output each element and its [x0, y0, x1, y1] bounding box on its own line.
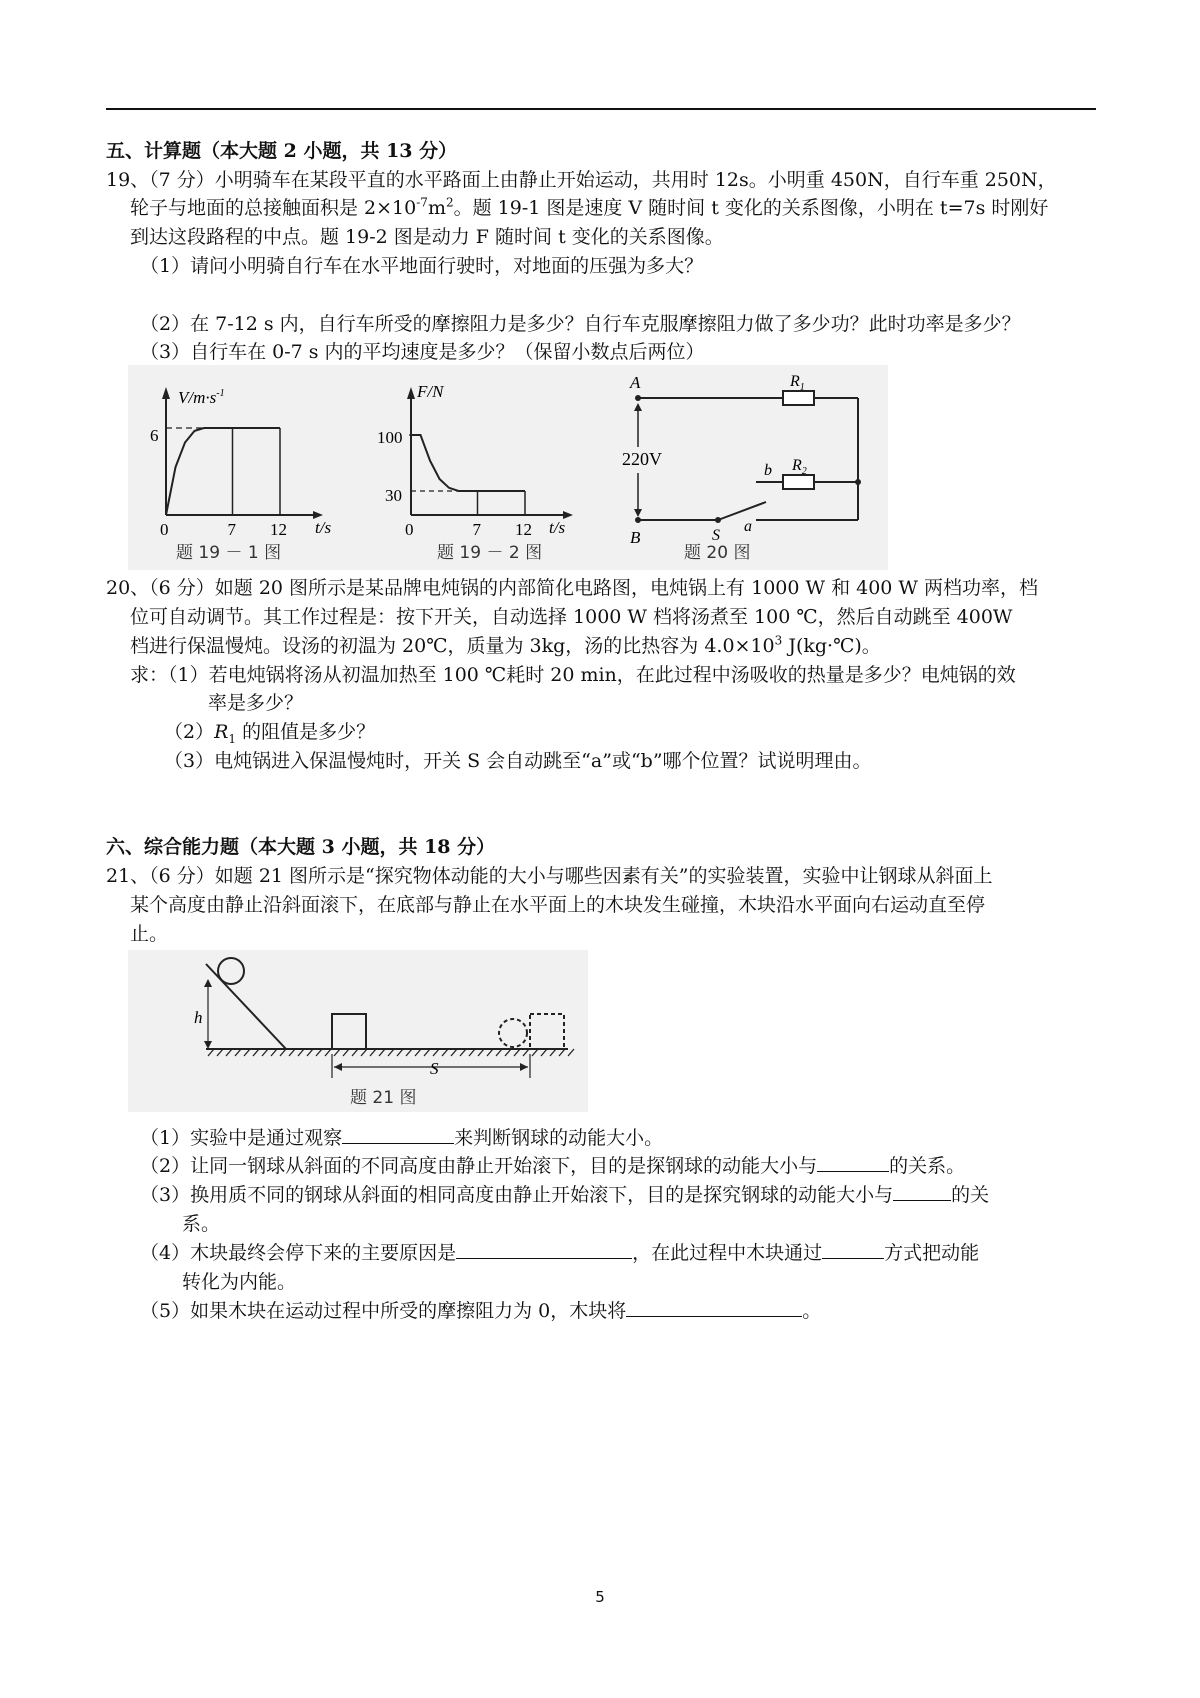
figure-21 — [128, 950, 588, 1112]
q21-sub-1: （1）实验中是通过观察 来判断钢球的动能大小。 — [140, 1127, 664, 1149]
fig19-1-xtick-12: 12 — [270, 520, 287, 539]
header-rule — [106, 108, 1096, 110]
fig19-1-xtick-7: 7 — [227, 520, 236, 539]
fig21-hatch-mark — [433, 1049, 439, 1056]
q21-sub-5: （5）如果木块在运动过程中所受的摩擦阻力为 0，木块将 。 — [140, 1300, 822, 1322]
fig19-2-xtick-0: 0 — [405, 520, 414, 539]
fig21-hatch-mark — [451, 1049, 457, 1056]
fig21-ball — [218, 958, 244, 984]
q21-line-3: 止。 — [130, 923, 169, 945]
fig20-label-contact-b: b — [764, 462, 772, 479]
answer-blank-4[interactable] — [456, 1240, 632, 1259]
fig21-hatch-mark — [352, 1049, 358, 1056]
figure-19-1 — [128, 365, 398, 570]
fig20-label-r2: $R_2$ — [792, 457, 807, 477]
q20-sub-1-cont: 率是多少？ — [208, 692, 304, 714]
fig21-hatch-mark — [334, 1049, 340, 1056]
fig20-label-switch: S — [712, 527, 720, 544]
fig21-hatch-mark — [487, 1049, 493, 1056]
fig21-caption: 题 21 图 — [350, 1088, 417, 1108]
fig21-hatch-mark — [541, 1049, 547, 1056]
fig19-2-xtick-7: 7 — [472, 520, 481, 539]
q21-sub-2: （2）让同一钢球从斜面的不同高度由静止开始滚下，目的是探钢球的动能大小与 的关系。 — [140, 1155, 966, 1177]
fig20-caption: 题 20 图 — [684, 543, 751, 563]
section-heading-6: 六、综合能力题（本大题 3 小题，共 18 分） — [106, 836, 496, 858]
fig21-hatch-mark — [568, 1049, 574, 1056]
q19-line-1: 19、（7 分）小明骑车在某段平直的水平路面上由静止开始运动，共用时 12s。小明重 450N，自行车重 250N， — [106, 169, 1057, 191]
q19-sub-1: （1）请问小明骑自行车在水平地面行驶时，对地面的压强为多大？ — [140, 255, 704, 277]
q20-line-2: 位可自动调节。其工作过程是：按下开关，自动选择 1000 W 档将汤煮至 100 ℃，然后自动跳至 400W — [130, 606, 1013, 628]
fig21-hatch-mark — [271, 1049, 277, 1056]
fig20-switch-blade — [718, 502, 766, 520]
q19-sub-3: （3）自行车在 0-7 s 内的平均速度是多少？（保留小数点后两位） — [140, 341, 705, 363]
fig19-2-caption: 题 19 － 2 图 — [437, 543, 543, 563]
fig19-2-ytick-100: 100 — [377, 428, 403, 447]
q20-sub-3: （3）电炖锅进入保温慢炖时，开关 S 会自动跳至“a”或“b”哪个位置？试说明理由。 — [164, 750, 872, 772]
fig20-label-voltage: 220V — [622, 449, 662, 469]
fig21-hatch-mark — [217, 1049, 223, 1056]
f192-data-line — [411, 435, 525, 491]
q21-sub-3: （3）换用质不同的钢球从斜面的相同高度由静止开始滚下，目的是探究钢球的动能大小与 的关 — [140, 1184, 990, 1206]
fig21-hatch-mark — [379, 1049, 385, 1056]
fig21-hatch-mark — [226, 1049, 232, 1056]
q21-line-2: 某个高度由静止沿斜面滚下，在底部与静止在水平面上的木块发生碰撞，木块沿水平面向右运动直至停 — [130, 894, 986, 916]
fig21-hatch-mark — [559, 1049, 565, 1056]
figure-19-2 — [373, 365, 583, 570]
fig21-hatch-mark — [469, 1049, 475, 1056]
fig21-hatch-mark — [442, 1049, 448, 1056]
fig21-hatch-mark — [523, 1049, 529, 1056]
f191-data-line — [166, 428, 280, 515]
q20-line-3: 档进行保温慢炖。设汤的初温为 20℃，质量为 3kg，汤的比热容为 $4.0\times 10^3$ J(kg·℃)。 — [130, 633, 881, 657]
fig21-hatch-mark — [262, 1049, 268, 1056]
fig19-2-xlabel: t/s — [549, 518, 566, 537]
fig20-resistor-r2 — [783, 475, 814, 489]
fig19-2-ytick-30: 30 — [385, 486, 402, 505]
fig21-hatch-mark — [361, 1049, 367, 1056]
fig21-hatch-mark — [424, 1049, 430, 1056]
fig21-hatch-mark — [460, 1049, 466, 1056]
q19-line-3: 到达这段路程的中点。题 19-2 图是动力 F 随时间 t 变化的关系图像。 — [130, 226, 724, 248]
fig21-hatch-mark — [235, 1049, 241, 1056]
fig21-hatch-mark — [316, 1049, 322, 1056]
fig21-hatch-mark — [298, 1049, 304, 1056]
q20-line-1: 20、（6 分）如题 20 图所示是某品牌电炖锅的内部简化电路图，电炖锅上有 1000 W 和 400 W 两档功率，档 — [106, 577, 1038, 599]
fig21-hatch-mark — [478, 1049, 484, 1056]
fig21-hatch-mark — [370, 1049, 376, 1056]
fig19-2-ylabel: F/N — [417, 382, 444, 401]
fig21-block — [332, 1014, 366, 1049]
fig19-1-xlabel: t/s — [315, 518, 332, 537]
fig21-hatch-mark — [280, 1049, 286, 1056]
q19-sub-2: （2）在 7-12 s 内，自行车所受的摩擦阻力是多少？自行车克服摩擦阻力做了多少功？此时功率是多少？ — [140, 313, 1021, 335]
fig20-label-contact-a: a — [744, 518, 752, 535]
fig20-label-b-terminal: B — [630, 528, 641, 547]
fig21-block-final — [530, 1014, 564, 1049]
fig21-hatch-mark — [253, 1049, 259, 1056]
q21-sub-4: （4）木块最终会停下来的主要原因是 ，在此过程中木块通过 方式把动能 — [140, 1242, 980, 1264]
fig21-hatch-mark — [550, 1049, 556, 1056]
figures-row-q19-q20 — [128, 365, 888, 570]
fig19-1-caption: 题 19 － 1 图 — [176, 543, 282, 563]
fig21-hatch-mark — [415, 1049, 421, 1056]
fig21-hatch-mark — [289, 1049, 295, 1056]
fig21-hatch-mark — [325, 1049, 331, 1056]
fig21-ball-final — [499, 1019, 527, 1047]
figure-21-svg — [128, 950, 588, 1112]
fig20-label-r1: $R_1$ — [790, 373, 805, 393]
fig19-1-xtick-0: 0 — [160, 520, 169, 539]
answer-blank-2[interactable] — [817, 1153, 889, 1172]
fig21-hatch-mark — [388, 1049, 394, 1056]
q21-sub-3-cont: 系。 — [182, 1213, 221, 1235]
fig21-hatch-mark — [343, 1049, 349, 1056]
fig21-hatch-mark — [505, 1049, 511, 1056]
answer-blank-1[interactable] — [342, 1125, 454, 1144]
fig21-hatch-mark — [307, 1049, 313, 1056]
fig19-2-xtick-12: 12 — [515, 520, 532, 539]
q20-sub-1: 求：（1）若电炖锅将汤从初温加热至 100 ℃耗时 20 min，在此过程中汤吸收的热量是多少？电炖锅的效 — [130, 664, 1016, 686]
q21-line-1: 21、（6 分）如题 21 图所示是“探究物体动能的大小与哪些因素有关”的实验装置，实验中让钢球从斜面上 — [106, 865, 993, 887]
fig21-hatch-mark — [397, 1049, 403, 1056]
fig21-hatch-mark — [532, 1049, 538, 1056]
answer-blank-6[interactable] — [626, 1298, 802, 1317]
figure-20-circuit — [618, 365, 888, 570]
fig19-1-ylabel: $V/m\cdot s^{-1}$ — [178, 388, 225, 407]
fig21-ramp — [206, 964, 286, 1049]
fig21-label-s: S — [430, 1059, 439, 1078]
fig21-hatch-mark — [406, 1049, 412, 1056]
fig19-1-ytick-6: 6 — [150, 426, 159, 445]
fig20-resistor-r1 — [783, 391, 814, 405]
fig21-hatch-mark — [514, 1049, 520, 1056]
fig21-hatch-mark — [496, 1049, 502, 1056]
fig21-label-h: h — [194, 1008, 203, 1027]
answer-blank-3[interactable] — [893, 1182, 951, 1201]
page-number: 5 — [595, 1588, 605, 1606]
fig21-ground-hatch — [208, 1049, 574, 1056]
q21-sub-4-cont: 转化为内能。 — [182, 1271, 297, 1293]
answer-blank-5[interactable] — [822, 1240, 884, 1259]
q20-sub-2: $(2)R_1$ 的阻值是多少？ — [164, 721, 376, 746]
q19-line-2: 轮子与地面的总接触面积是 $2\times 10^{-7}m^2$。题 19-1 图是速度 V 随时间 t 变化的关系图像，小明在 t=7s 时刚好 — [130, 195, 1049, 219]
fig21-hatch-mark — [208, 1049, 214, 1056]
fig21-hatch-mark — [244, 1049, 250, 1056]
fig20-label-a-terminal: A — [630, 373, 641, 392]
section-heading-5: 五、计算题（本大题 2 小题，共 13 分） — [106, 140, 458, 162]
